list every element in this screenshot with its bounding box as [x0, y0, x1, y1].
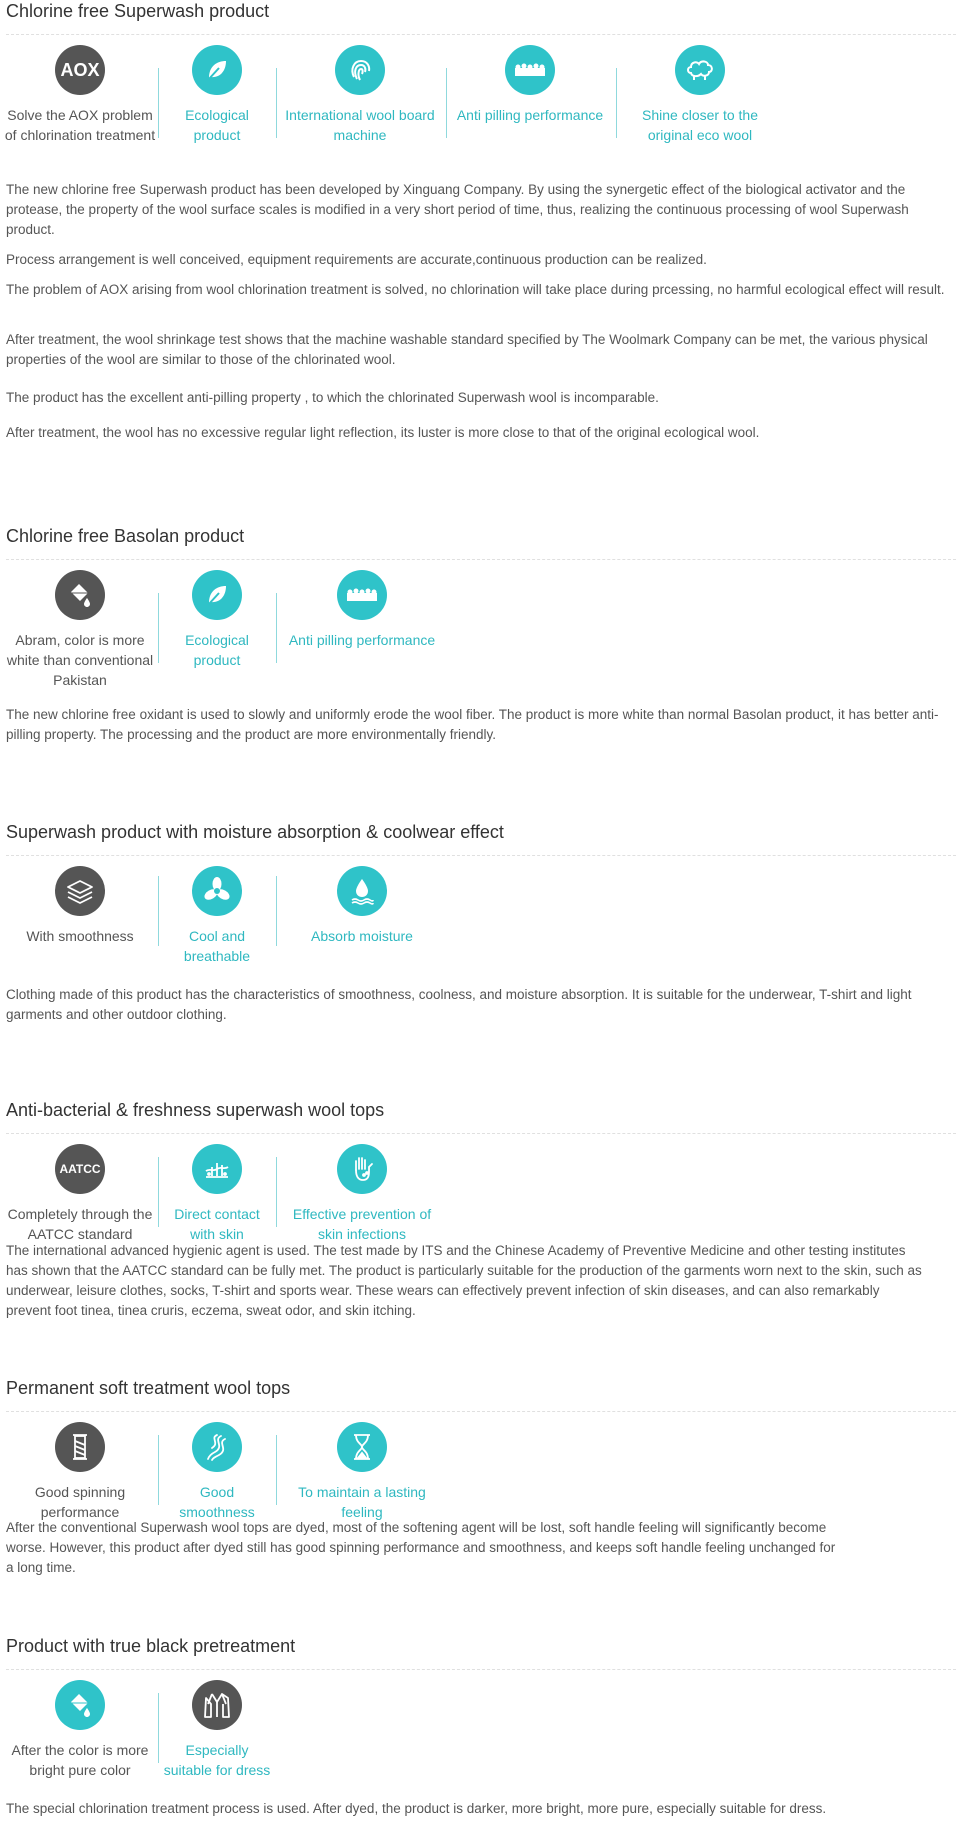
section-title: Chlorine free Superwash product	[6, 1, 270, 21]
feature-label: Ecological product	[185, 632, 249, 668]
feature-item	[620, 45, 780, 145]
jacket-icon	[192, 1680, 242, 1730]
hand-icon	[337, 1144, 387, 1194]
fabric-surface-icon	[505, 45, 555, 95]
paint-bucket-icon	[55, 570, 105, 620]
section-divider	[6, 1669, 956, 1670]
feature-divider	[616, 68, 617, 138]
section-divider	[6, 855, 956, 856]
section-title: Chlorine free Basolan product	[6, 526, 245, 546]
description-paragraph: After treatment, the wool has no excessive regular light reflection, its luster is more close to that of the original ecological wool.	[6, 425, 760, 440]
section-title: Superwash product with moisture absorption & coolwear effect	[6, 822, 504, 842]
description-paragraph: The new chlorine free Superwash product has been developed by Xinguang Company. By using the synergetic effect of the biological activator and the protease, the property of the wool surface scales is modified in a very short period of time, thus, realizing the continuous processing of wool Superwash product.	[6, 182, 909, 237]
feature-item	[137, 1680, 297, 1780]
section-divider	[6, 1411, 956, 1412]
feature-label: Especially suitable for dress	[163, 1742, 271, 1778]
woolmark-icon	[335, 45, 385, 95]
feature-item	[282, 1422, 442, 1522]
feature-item	[450, 45, 610, 125]
description-paragraph: Clothing made of this product has the characteristics of smoothness, coolness, and moisture absorption. It is suitable for the underwear, T-shirt and light garments and other outdoor clothing.	[6, 987, 912, 1022]
feature-label: Abram, color is more white than conventional Pakistan	[6, 632, 154, 688]
fabric-surface-icon	[337, 570, 387, 620]
description-paragraph: The problem of AOX arising from wool chlorination treatment is solved, no chlorination will take place during prcessing, no harmful ecological effect will result.	[6, 282, 945, 297]
feature-item	[137, 1422, 297, 1522]
feature-label: Shine closer to the original eco wool	[642, 107, 758, 143]
feature-label: Ecological product	[185, 107, 249, 143]
feature-label: Cool and breathable	[183, 928, 251, 964]
description-paragraph: The new chlorine free oxidant is used to slowly and uniformly erode the wool fiber. The product is more white than normal Basolan product, it has better anti-pilling property. The processing and the product are more environmentally friendly.	[6, 707, 939, 742]
description-paragraph: After the conventional Superwash wool tops are dyed, most of the softening agent will be lost, soft handle feeling will significantly become worse. However, this product after dyed still has good spinning performance and smoothness, and keeps soft handle feeling unchanged for a long time.	[6, 1520, 836, 1575]
feature-label: After the color is more bright pure color	[11, 1742, 149, 1778]
feature-label: Effective prevention of skin infections	[292, 1206, 432, 1242]
feature-label: International wool board machine	[285, 107, 435, 143]
feature-divider	[276, 1435, 277, 1505]
section-permanent-soft	[0, 1377, 956, 1577]
feature-label: Completely through the AATCC standard	[7, 1206, 153, 1242]
feature-label: Good smoothness	[179, 1484, 255, 1520]
leaf-icon	[192, 570, 242, 620]
leaf-icon	[192, 45, 242, 95]
section-true-black	[0, 1635, 956, 1824]
feature-item	[137, 866, 297, 966]
sheep-icon	[675, 45, 725, 95]
section-anti-bacterial	[0, 1099, 956, 1329]
water-drop-icon	[337, 866, 387, 916]
paint-bucket-icon	[55, 1680, 105, 1730]
feature-divider	[446, 68, 447, 138]
feature-item	[282, 570, 442, 650]
skin-icon	[192, 1144, 242, 1194]
layers-icon	[55, 866, 105, 916]
feature-item	[0, 570, 160, 690]
feature-item	[0, 1422, 160, 1522]
feature-label: Good spinning performance	[34, 1484, 126, 1520]
section-divider	[6, 34, 956, 35]
section-title: Anti-bacterial & freshness superwash wool tops	[6, 1100, 385, 1120]
section-chlorine-free-superwash	[0, 0, 956, 450]
description-paragraph: The special chlorination treatment process is used. After dyed, the product is darker, more bright, more pure, especially suitable for dress.	[6, 1801, 827, 1816]
aox-icon: AOX	[55, 45, 105, 95]
description-paragraph: The international advanced hygienic agent is used. The test made by ITS and the Chinese Academy of Preventive Medicine and other testing institutes has shown that the AATCC standard can be fully met. The product is particularly suitable for the production of the garments worn next to the skin, such as underwear, leisure clothes, socks, T-shirt and sports wear. These wears can effectively prevent infection of skin diseases, and can also remarkably prevent foot tinea, tinea cruris, eczema, sweat odor, and skin itching.	[6, 1243, 922, 1318]
fan-icon	[192, 866, 242, 916]
description-paragraph: The product has the excellent anti-pilling property , to which the chlorinated Superwash wool is incomparable.	[6, 390, 659, 405]
waves-icon	[192, 1422, 242, 1472]
feature-divider	[276, 593, 277, 663]
feature-item	[282, 1144, 442, 1244]
feature-label: Direct contact with skin	[174, 1206, 260, 1242]
description-paragraph: Process arrangement is well conceived, equipment requirements are accurate,continuous production can be realized.	[6, 252, 707, 267]
feature-item	[137, 1144, 297, 1244]
feature-label: Solve the AOX problem of chlorination treatment	[4, 107, 156, 143]
feature-item	[137, 45, 297, 145]
feature-label: With smoothness	[26, 928, 134, 944]
section-moisture-coolwear	[0, 821, 956, 1031]
yarn-spool-icon	[55, 1422, 105, 1472]
feature-label: Anti pilling performance	[456, 107, 604, 123]
section-title: Permanent soft treatment wool tops	[6, 1378, 291, 1398]
hourglass-icon	[337, 1422, 387, 1472]
section-title: Product with true black pretreatment	[6, 1636, 296, 1656]
feature-divider	[276, 876, 277, 946]
feature-label: To maintain a lasting feeling	[298, 1484, 426, 1520]
section-chlorine-free-basolan	[0, 525, 956, 755]
feature-item	[0, 1144, 160, 1244]
feature-item	[0, 45, 160, 145]
description-paragraph: After treatment, the wool shrinkage test shows that the machine washable standard specified by The Woolmark Company can be met, the various physical properties of the wool are similar to those of the chlorinated wool.	[6, 332, 928, 367]
feature-item	[0, 1680, 160, 1780]
feature-item	[0, 866, 160, 946]
feature-item	[282, 866, 442, 946]
feature-divider	[276, 68, 277, 138]
aatcc-icon: AATCC	[55, 1144, 105, 1194]
section-divider	[6, 1133, 956, 1134]
feature-label: Absorb moisture	[311, 928, 413, 944]
section-divider	[6, 559, 956, 560]
feature-item	[137, 570, 297, 670]
feature-label: Anti pilling performance	[288, 632, 436, 648]
feature-item	[280, 45, 440, 145]
feature-divider	[276, 1157, 277, 1227]
